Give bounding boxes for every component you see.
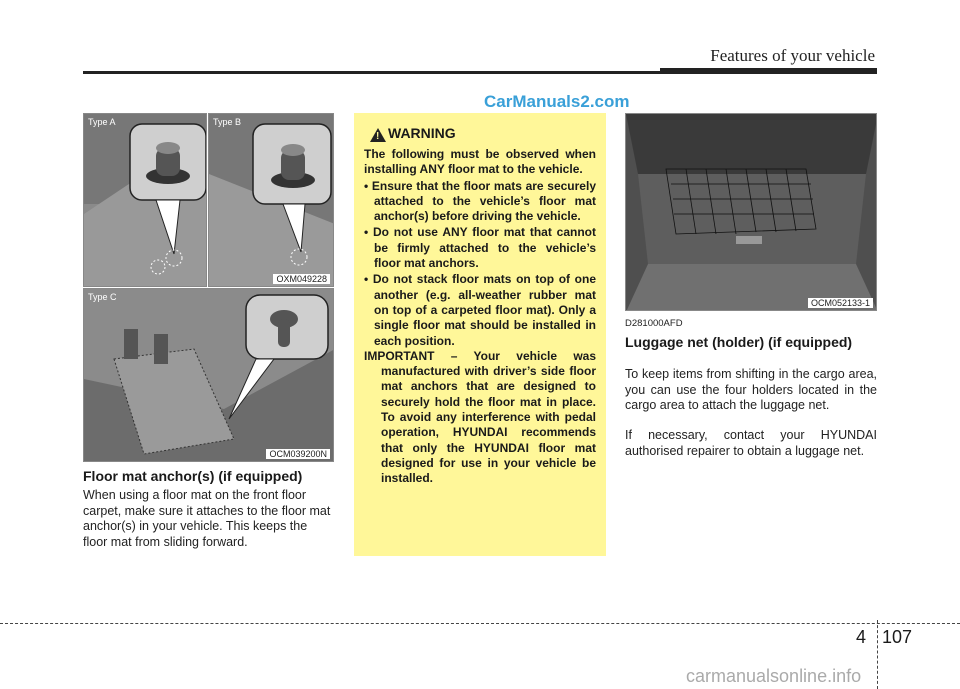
warning-item: • Do not stack floor mats on top of one another (e.g. all-weather rubber mat on top of a carpeted floor mat). Only a single floor mat should be installed in each position. (364, 272, 596, 348)
warning-list (364, 179, 596, 349)
luggage-net-title: Luggage net (holder) (if equipped) (625, 334, 853, 350)
luggage-net-illustration (626, 114, 877, 311)
luggage-net-body-1: To keep items from shifting in the cargo area, you can use the four holders located in the cargo area to attach the luggage net. (625, 367, 877, 412)
exclamation-icon: ! (376, 131, 380, 142)
warning-important: IMPORTANT – Your vehicle was manufactured with driver’s side floor mat anchors that are designed to securely hold the floor mat in place. To avoid any interference with pedal operation, HYUNDAI recommends that only the HYUNDAI floor mat designed for use in your vehicle be installed. (364, 348, 596, 486)
floor-mat-anchor-illustration-b (209, 114, 334, 287)
image-type-c (83, 288, 334, 462)
luggage-net-body-2: If necessary, contact your HYUNDAI authorised repairer to obtain a luggage net. (625, 428, 877, 458)
footer-rule (0, 623, 960, 624)
header-rule-accent (660, 68, 877, 74)
warning-box (354, 113, 606, 556)
warning-title: WARNING (388, 125, 456, 141)
image-code-c: OCM039200N (266, 449, 330, 459)
image-code-net: OCM052133-1 (808, 298, 873, 308)
type-c-label: Type C (88, 292, 117, 302)
floor-mat-anchor-illustration-a (84, 114, 207, 287)
image-type-a (83, 113, 207, 287)
image-type-b (208, 113, 334, 287)
chapter-number: 4 (856, 627, 867, 647)
footer-divider (877, 620, 878, 689)
floor-mat-body: When using a floor mat on the front floor carpet, make sure it attaches to the floor mat anchor(s) in your vehicle. This keeps the floor mat from sliding forward. (83, 488, 331, 549)
type-a-label: Type A (88, 117, 116, 127)
watermark-top[interactable]: CarManuals2.com (484, 92, 630, 111)
image-code-ab: OXM049228 (273, 274, 330, 284)
image-luggage-net (625, 113, 877, 311)
warning-intro: The following must be observed when installing ANY floor mat to the vehicle. (364, 147, 596, 177)
warning-item: • Ensure that the floor mats are securely attached to the vehicle’s floor mat anchor(s) before driving the vehicle. (364, 178, 596, 224)
watermark-bottom[interactable]: carmanualsonline.info (686, 666, 862, 686)
page-number: 107 (882, 627, 913, 647)
type-b-label: Type B (213, 117, 242, 127)
page-header-title: Features of your vehicle (710, 46, 875, 65)
luggage-net-code: D281000AFD (625, 318, 683, 329)
floor-mat-anchor-illustration-c (84, 289, 334, 462)
floor-mat-title: Floor mat anchor(s) (if equipped) (83, 468, 303, 484)
warning-item: • Do not use ANY floor mat that cannot be firmly attached to the vehicle’s floor mat anchors. (364, 225, 596, 271)
